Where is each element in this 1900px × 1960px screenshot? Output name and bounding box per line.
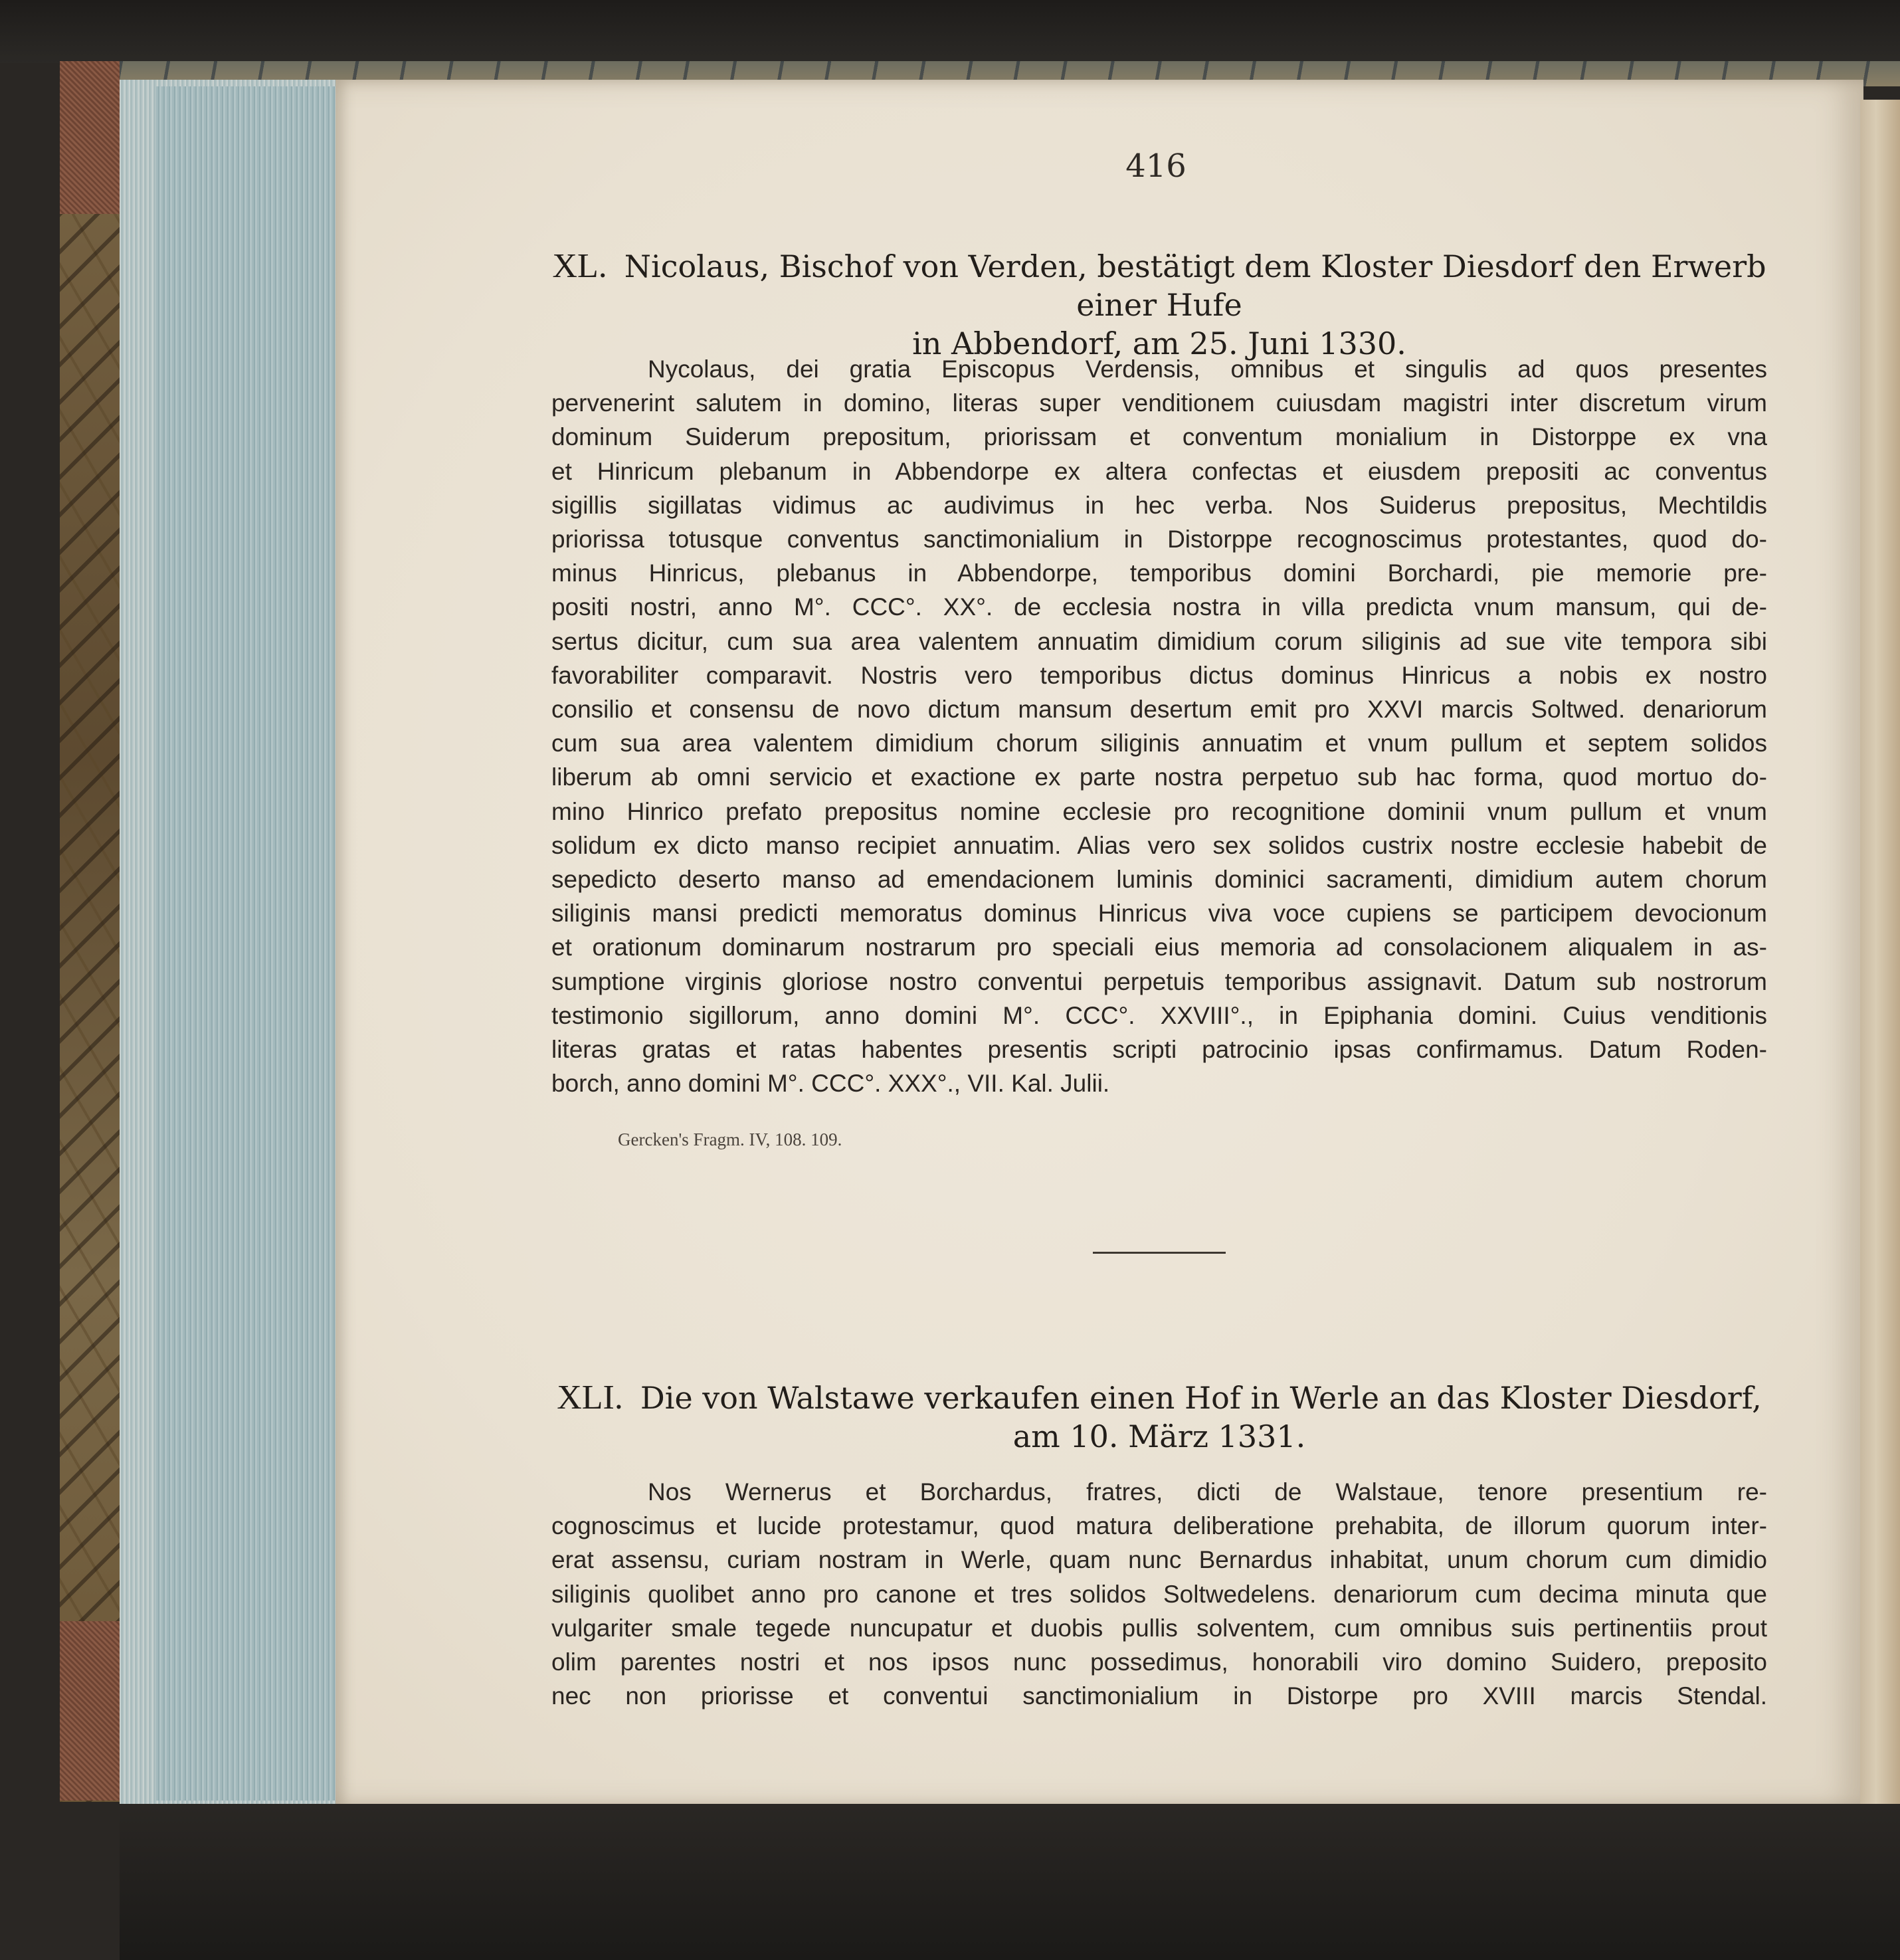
facing-page-edge bbox=[1860, 100, 1900, 1814]
text-line: pervenerint salutem in domino, literas super venditionem cuiusdam magistri inter discretum virum bbox=[551, 389, 1767, 417]
text-line: consilio et consensu de novo dictum mansum desertum emit pro XXVI marcis Soltwed. denariorum bbox=[551, 696, 1767, 724]
heading-title-line1: Die von Walstawe verkaufen einen Hof in Werle an das Kloster Diesdorf, bbox=[640, 1380, 1762, 1416]
document-body-xli bbox=[551, 1475, 1767, 1713]
cover-corner-bottom bbox=[60, 1621, 120, 1801]
text-line: sumptione virginis gloriose nostro conventui perpetuis temporibus assignavit. Datum sub nostrorum bbox=[551, 967, 1767, 995]
cover-corner-top bbox=[60, 61, 120, 214]
document-number: XL. bbox=[552, 247, 607, 285]
heading-line-1 bbox=[551, 247, 1767, 324]
text-line: vulgariter smale tegede nuncupatur et duobis pullis solventem, cum omnibus suis pertinentiis prout bbox=[551, 1614, 1767, 1642]
book-cover-marbled bbox=[60, 61, 122, 1802]
text-line: sepedicto deserto manso ad emendacionem luminis dominici sacramenti, dimidium autem chorum bbox=[551, 866, 1767, 894]
source-citation: Gercken's Fragm. IV, 108. 109. bbox=[618, 1129, 842, 1149]
document-body-xl bbox=[551, 352, 1767, 1100]
text-line: solidum ex dicto manso recipiet annuatim. Alias vero sex solidos custrix nostre ecclesie habebit de bbox=[551, 831, 1767, 859]
text-line: et orationum dominarum nostrarum pro speciali eius memoria ad consolacionem aliqualem in as- bbox=[551, 933, 1767, 961]
page-stack-edge-inner bbox=[156, 86, 339, 1801]
text-line: Nos Wernerus et Borchardus, fratres, dicti de Walstaue, tenore presentium re- bbox=[648, 1478, 1767, 1506]
text-line: positi nostri, anno M°. CCC°. XX°. de ecclesia nostra in villa predicta vnum mansum, qui de- bbox=[551, 593, 1767, 621]
heading-title-line2: in Abbendorf, am 25. Juni 1330. bbox=[912, 326, 1406, 361]
top-background bbox=[0, 0, 1900, 63]
text-line: favorabiliter comparavit. Nostris vero temporibus dictus dominus Hinricus a nobis ex nostro bbox=[551, 661, 1767, 689]
document-heading-xli bbox=[551, 1379, 1767, 1456]
text-line: cum sua area valentem dimidium chorum siliginis annuatim et vnum pullum et septem solidos bbox=[551, 730, 1767, 757]
text-line: erat assensu, curiam nostram in Werle, quam nunc Bernardus inhabitat, unum chorum cum dimidio bbox=[551, 1546, 1767, 1574]
heading-title-line2: am 10. März 1331. bbox=[1012, 1419, 1306, 1454]
text-line: liberum ab omni servicio et exactione ex parte nostra perpetuo sub hac forma, quod mortuo do- bbox=[551, 763, 1767, 791]
text-line: dominum Suiderum prepositum, priorissam et conventum monialium in Distorppe ex vna bbox=[551, 423, 1767, 451]
text-line: minus Hinricus, plebanus in Abbendorpe, temporibus domini Borchardi, pie memorie pre- bbox=[551, 559, 1767, 587]
text-line: olim parentes nostri et nos ipsos nunc possedimus, honorabili viro domino Suidero, preposito bbox=[551, 1648, 1767, 1676]
heading-line-1 bbox=[551, 1379, 1767, 1417]
text-line: siliginis quolibet anno pro canone et tres solidos Soltwedelens. denariorum cum decima minuta que bbox=[551, 1580, 1767, 1608]
text-line: et Hinricum plebanum in Abbendorpe ex altera confectas et eiusdem prepositi ac conventus bbox=[551, 457, 1767, 485]
text-line: priorissa totusque conventus sanctimonialium in Distorppe recognoscimus protestantes, quod do- bbox=[551, 526, 1767, 553]
text-line: nec non priorisse et conventui sanctimonialium in Distorpe pro XVIII marcis Stendal. bbox=[551, 1682, 1767, 1710]
text-line: cognoscimus et lucide protestamur, quod matura deliberatione prehabita, de illorum quorum inter- bbox=[551, 1512, 1767, 1540]
text-line: testimonio sigillorum, anno domini M°. CCC°. XXVIII°., in Epiphania domini. Cuius venditionis bbox=[551, 1001, 1767, 1029]
text-line: literas gratas et ratas habentes presentis scripti patrocinio ipsas confirmamus. Datum Roden- bbox=[551, 1036, 1767, 1064]
text-line: siliginis mansi predicti memoratus dominus Hinricus viva voce cupiens se participem devocionum bbox=[551, 900, 1767, 928]
text-line: sigillis sigillatas vidimus ac audivimus in hec verba. Nos Suiderus prepositus, Mechtildis bbox=[551, 491, 1767, 519]
text-line: sertus dicitur, cum sua area valentem annuatim dimidium corum siliginis ad sue vite tempora sibi bbox=[551, 627, 1767, 655]
page-number: 416 bbox=[1125, 147, 1187, 185]
document-number: XLI. bbox=[557, 1379, 623, 1417]
text-line: borch, anno domini M°. CCC°. XXX°., VII. Kal. Julii. bbox=[551, 1070, 1110, 1098]
text-line: Nycolaus, dei gratia Episcopus Verdensis, omnibus et singulis ad quos presentes bbox=[648, 355, 1767, 383]
bottom-background bbox=[120, 1804, 1900, 1960]
document-heading-xl bbox=[551, 247, 1767, 363]
section-divider bbox=[1093, 1252, 1226, 1254]
text-line: mino Hinrico prefato prepositus nomine ecclesie pro recognitione dominii vnum pullum et vnum bbox=[551, 797, 1767, 825]
heading-title-line1: Nicolaus, Bischof von Verden, bestätigt dem Kloster Diesdorf den Erwerb einer Hufe bbox=[624, 248, 1766, 323]
